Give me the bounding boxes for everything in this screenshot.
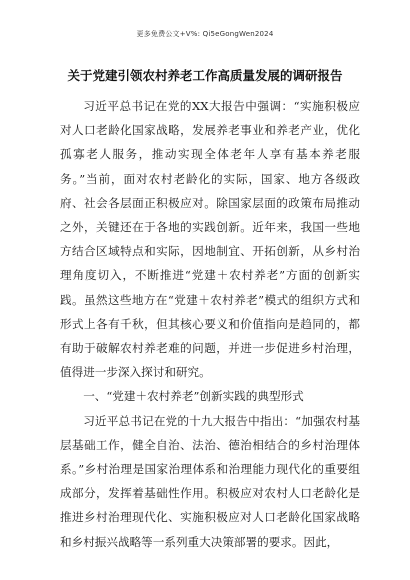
document-body <box>60 94 360 554</box>
section-heading: 一、“党建＋农村养老”创新实践的典型形式 <box>83 389 304 404</box>
intro-paragraph: 习近平总书记在党的XX大报告中强调：“实施积极应对人口老龄化国家战略，发展养老事业和养老产业，优化孤寡老人服务，推动实现全体老年人享有基本养老服务。”当前，面对农村老龄化的实际，国家、地方各级政府、社会各层面正积极应对。除国家层面的政策布局推动之外，关键还在于各地的实践创新。近年来，我国一些地方结合区域特点和实际，因地制宜、开拓创新，从乡村治理角度切入，不断推进“党建＋农村养老”方面的创新实践。虽然这些地方在“党建＋农村养老”模式的组织方式和形式上各有千秋，但其核心要义和价值指向是趋同的，都有助于破解农村养老难的问题，并进一步促进乡村治理，值得进一步深入探讨和研究。 <box>60 99 360 380</box>
section-paragraph: 习近平总书记在党的十九大报告中指出：“加强农村基层基础工作，健全自治、法治、德治相结合的乡村治理体系。”乡村治理是国家治理体系和治理能力现代化的重要组成部分，发挥着基础性作用。积极应对农村人口老龄化是推进乡村治理现代化、实施积极应对人口老龄化国家战略和乡村振兴战略等一系列重大决策部署的要求。因此， <box>60 413 360 549</box>
header-note: 更多免费公文+V%: Qi5eGongWen2024 <box>136 30 274 38</box>
document-title: 关于党建引领农村养老工作高质量发展的调研报告 <box>67 68 343 83</box>
